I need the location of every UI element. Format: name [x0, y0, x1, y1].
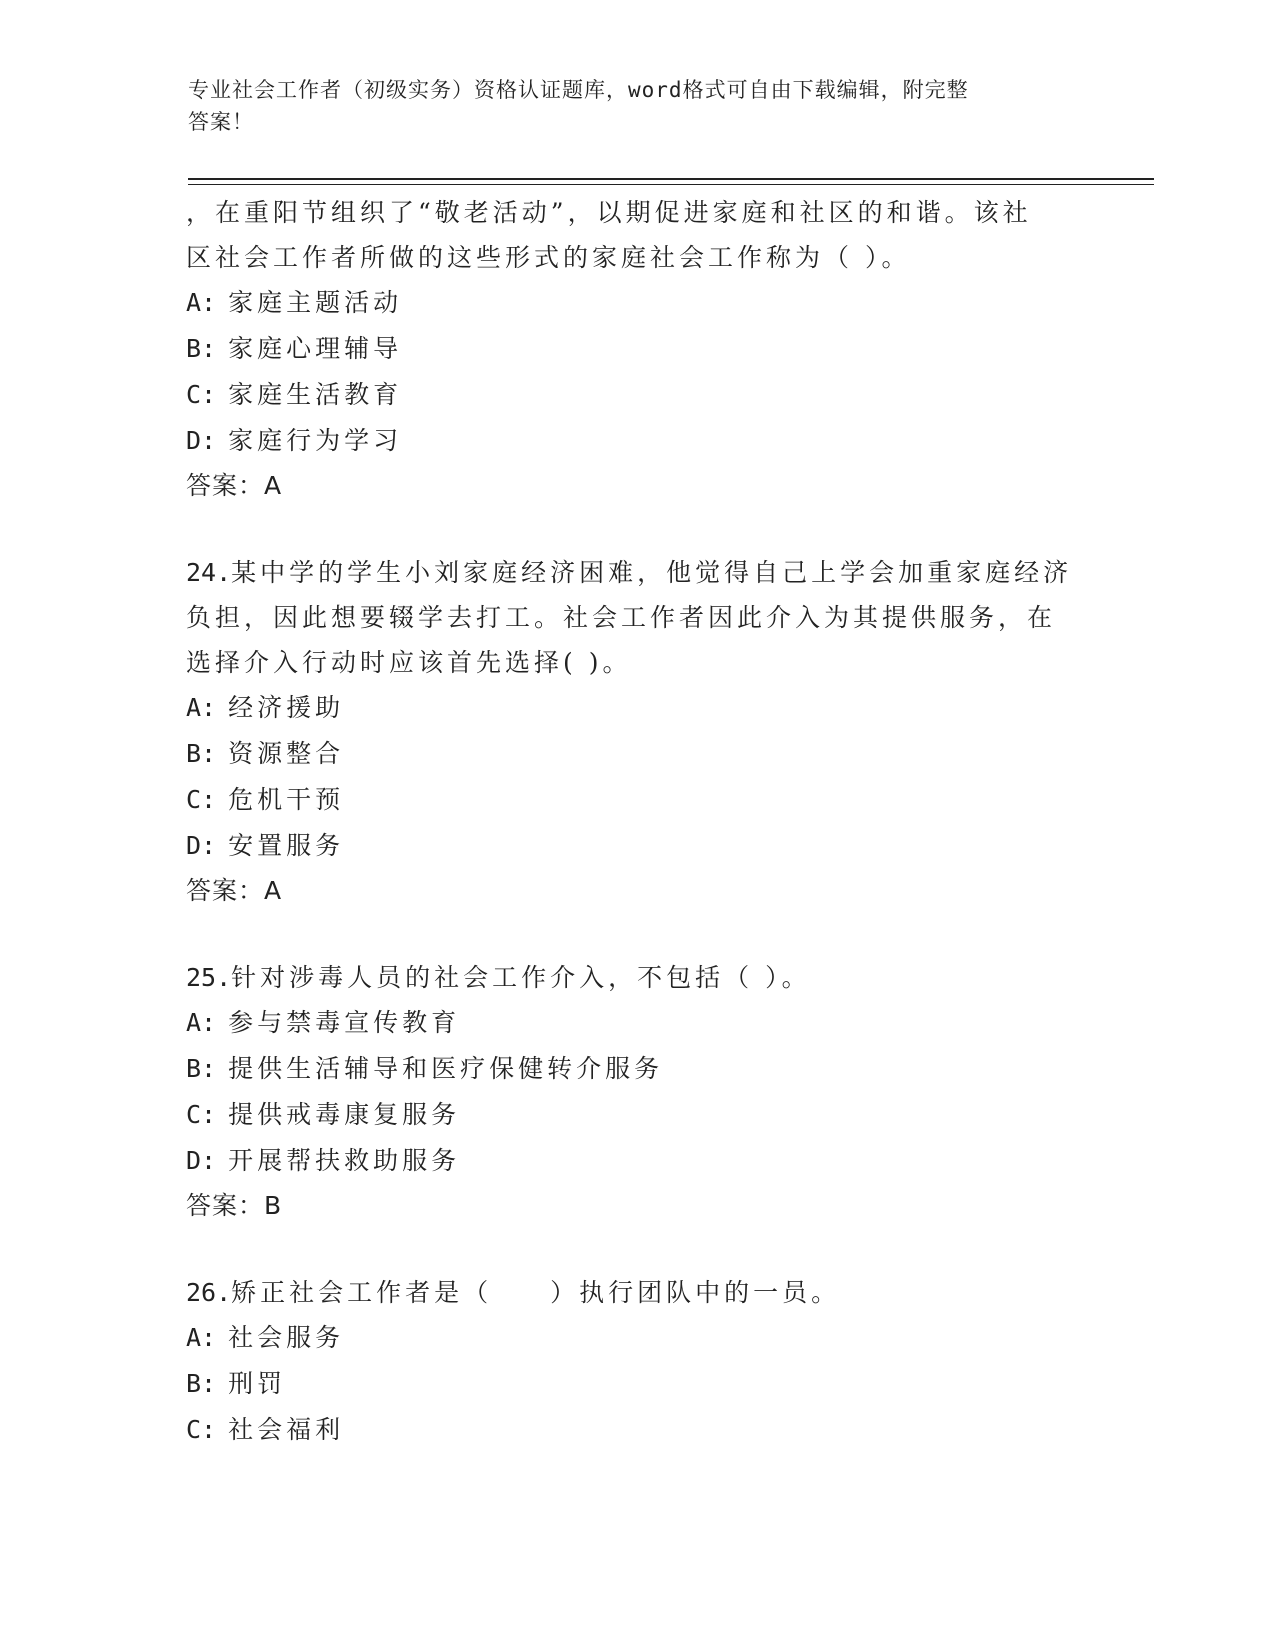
option-key: B:: [186, 739, 217, 768]
option-text: 刑罚: [228, 1369, 287, 1398]
question-text: ，在重阳节组织了“敬老活动”，以期促进家庭和社区的和谐。该社: [186, 198, 1032, 227]
answer-option: [186, 1046, 1086, 1092]
answer-option: [186, 685, 1086, 731]
option-key: C:: [186, 1415, 217, 1444]
question-text: 某中学的学生小刘家庭经济困难，他觉得自己上学会加重家庭经济: [231, 558, 1073, 587]
question-text-line: [186, 955, 1086, 1000]
question-text-line: [186, 550, 1086, 595]
question-text-line: [186, 235, 1086, 280]
answer-option: [186, 418, 1086, 464]
answer-option: [186, 372, 1086, 418]
question-text-line: [186, 640, 1086, 685]
option-text: 危机干预: [228, 785, 345, 814]
option-text: 提供戒毒康复服务: [228, 1100, 461, 1129]
question-text-line: [186, 1270, 1086, 1315]
question-block: [186, 550, 1086, 913]
answer-line: 答案：B: [186, 1191, 283, 1220]
option-key: D:: [186, 1146, 217, 1175]
answer-option: [186, 280, 1086, 326]
option-text: 家庭行为学习: [228, 426, 403, 455]
option-text: 社会服务: [228, 1323, 345, 1352]
option-text: 家庭主题活动: [228, 288, 403, 317]
question-text-line: [186, 595, 1086, 640]
option-text: 提供生活辅导和医疗保健转介服务: [228, 1054, 664, 1083]
option-key: D:: [186, 426, 217, 455]
question-text: 负担，因此想要辍学去打工。社会工作者因此介入为其提供服务，在: [186, 603, 1057, 632]
option-key: B:: [186, 334, 217, 363]
option-text: 安置服务: [228, 831, 345, 860]
answer-option: [186, 1315, 1086, 1361]
answer-option: [186, 731, 1086, 777]
option-key: B:: [186, 1369, 217, 1398]
option-key: A:: [186, 288, 217, 317]
answer-option: [186, 326, 1086, 372]
option-key: A:: [186, 1008, 217, 1037]
answer-option: [186, 1000, 1086, 1046]
answer-option: [186, 823, 1086, 869]
answer-option: [186, 1138, 1086, 1184]
header-line-1: 专业社会工作者（初级实务）资格认证题库，word格式可自由下载编辑，附完整: [188, 78, 969, 102]
question-text: 选择介入行动时应该首先选择( )。: [186, 648, 632, 677]
option-key: C:: [186, 380, 217, 409]
option-text: 社会福利: [228, 1415, 345, 1444]
option-key: C:: [186, 785, 217, 814]
question-block: [186, 1270, 1086, 1453]
question-text: 针对涉毒人员的社会工作介入，不包括（ ）。: [231, 963, 811, 992]
document-header: [188, 74, 1068, 138]
answer-option: [186, 1092, 1086, 1138]
question-block: [186, 190, 1086, 508]
header-line-2: 答案！: [188, 110, 254, 134]
option-key: B:: [186, 1054, 217, 1083]
option-text: 经济援助: [228, 693, 345, 722]
answer-option: [186, 1361, 1086, 1407]
question-list: [186, 190, 1086, 1453]
question-number: 24.: [186, 558, 232, 587]
question-number: 25.: [186, 963, 232, 992]
answer-option: [186, 1407, 1086, 1453]
answer-line: 答案：A: [186, 876, 283, 905]
option-key: C:: [186, 1100, 217, 1129]
option-key: A:: [186, 1323, 217, 1352]
question-text-line: [186, 190, 1086, 235]
option-key: D:: [186, 831, 217, 860]
header-rule-thin: [188, 184, 1154, 185]
option-text: 资源整合: [228, 739, 345, 768]
question-text: 区社会工作者所做的这些形式的家庭社会工作称为（ ）。: [186, 243, 911, 272]
option-text: 参与禁毒宣传教育: [228, 1008, 461, 1037]
header-rule-thick: [188, 178, 1154, 180]
question-block: [186, 955, 1086, 1228]
question-number: 26.: [186, 1278, 232, 1307]
question-text: 矫正社会工作者是（ ）执行团队中的一员。: [231, 1278, 841, 1307]
option-text: 家庭生活教育: [228, 380, 403, 409]
option-text: 开展帮扶救助服务: [228, 1146, 461, 1175]
answer-option: [186, 777, 1086, 823]
answer-line: 答案：A: [186, 471, 283, 500]
option-text: 家庭心理辅导: [228, 334, 403, 363]
option-key: A:: [186, 693, 217, 722]
